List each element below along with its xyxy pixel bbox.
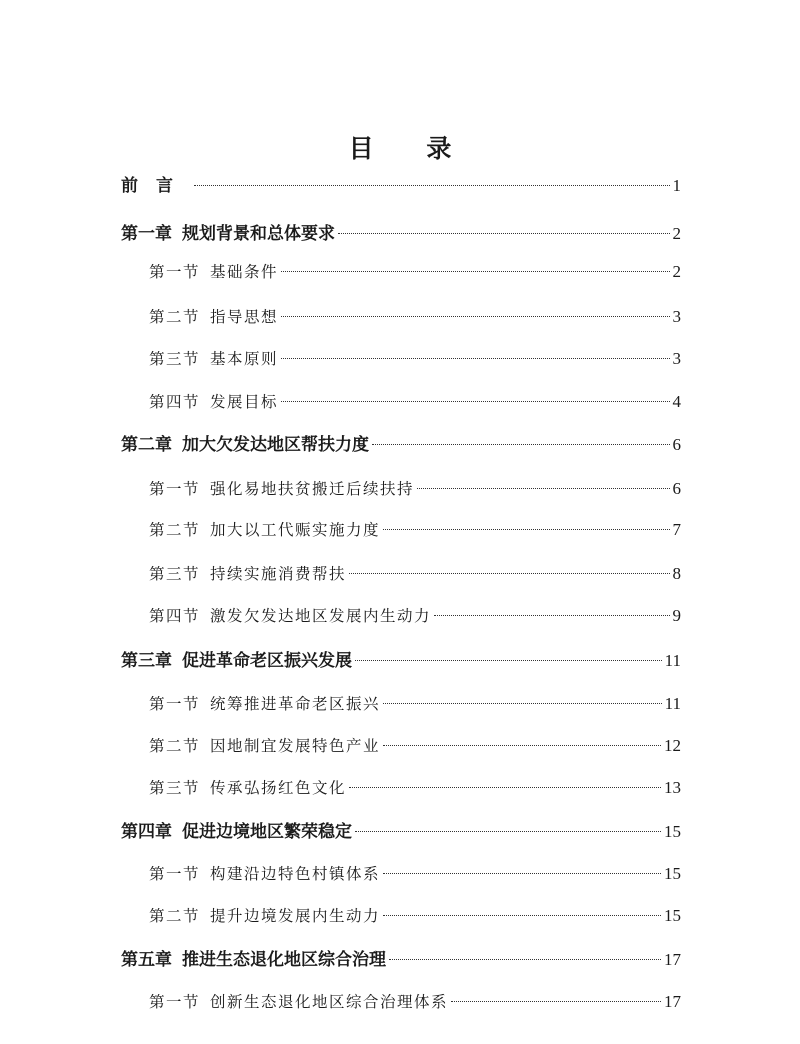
dot-leader [383, 915, 661, 916]
toc-entry-number: 第五章 [121, 950, 172, 970]
toc-entry-number: 第一章 [121, 224, 172, 244]
dot-leader [389, 959, 661, 960]
toc-entry-number: 第一节 [149, 865, 201, 883]
toc-entry-title: 推进生态退化地区综合治理 [182, 950, 386, 970]
toc-entry-title: 激发欠发达地区发展内生动力 [210, 607, 432, 625]
toc-page-number: 3 [672, 307, 681, 326]
toc-entry-title: 规划背景和总体要求 [182, 224, 335, 244]
toc-page-number: 15 [664, 864, 681, 883]
toc-section-entry [149, 516, 681, 544]
toc-page-number: 7 [672, 520, 681, 539]
dot-leader [194, 185, 670, 186]
toc-entry-title: 发展目标 [210, 393, 279, 411]
toc-entry-title: 传承弘扬红色文化 [210, 779, 347, 797]
toc-section-entry [149, 345, 681, 373]
toc-page-number: 6 [672, 479, 681, 498]
toc-page-number: 17 [664, 992, 681, 1011]
toc-entry-title: 持续实施消费帮扶 [210, 565, 347, 583]
toc-entry-number: 第三章 [121, 651, 172, 671]
dot-leader [355, 660, 662, 661]
toc-page-number: 12 [664, 736, 681, 755]
toc-title: 目 录 [348, 134, 474, 163]
toc-entry-title: 统筹推进革命老区振兴 [210, 695, 381, 713]
toc-entry-title: 指导思想 [210, 308, 279, 326]
toc-entry-number: 第一节 [149, 695, 201, 713]
toc-entry-number: 前言 [121, 176, 191, 196]
toc-section-entry [149, 690, 681, 718]
toc-section-entry [149, 303, 681, 331]
toc-section-entry [149, 258, 681, 286]
toc-section-entry [149, 560, 681, 588]
dot-leader [281, 271, 669, 272]
toc-entry-number: 第二节 [149, 737, 201, 755]
toc-entry-title: 构建沿边特色村镇体系 [210, 865, 381, 883]
dot-leader [383, 703, 662, 704]
dot-leader [349, 787, 661, 788]
toc-page-number: 9 [672, 606, 681, 625]
toc-page-number: 13 [664, 778, 681, 797]
dot-leader [383, 873, 661, 874]
toc-chapter-entry [121, 220, 681, 248]
dot-leader [281, 358, 669, 359]
dot-leader [281, 316, 669, 317]
toc-chapter-entry [121, 818, 681, 846]
toc-entry-title: 提升边境发展内生动力 [210, 907, 381, 925]
dot-leader [338, 233, 670, 234]
toc-entry-preface [121, 172, 681, 200]
toc-entry-number: 第二节 [149, 521, 201, 539]
dot-leader [372, 444, 670, 445]
toc-entry-number: 第三节 [149, 350, 201, 368]
toc-section-entry [149, 774, 681, 802]
toc-entry-number: 第一节 [149, 993, 201, 1011]
toc-page-number: 8 [672, 564, 681, 583]
toc-page-number: 11 [664, 651, 681, 670]
toc-entry-title: 因地制宜发展特色产业 [210, 737, 381, 755]
toc-chapter-entry [121, 431, 681, 459]
toc-entry-number: 第二章 [121, 435, 172, 455]
toc-entry-title: 促进边境地区繁荣稳定 [182, 822, 352, 842]
toc-entry-title: 加大以工代赈实施力度 [210, 521, 381, 539]
toc-entry-title: 创新生态退化地区综合治理体系 [210, 993, 449, 1011]
toc-entry-title: 基础条件 [210, 263, 279, 281]
toc-section-entry [149, 732, 681, 760]
dot-leader [355, 831, 661, 832]
toc-page-number: 2 [672, 224, 681, 243]
toc-page-number: 3 [672, 349, 681, 368]
toc-page-number: 11 [664, 694, 681, 713]
toc-entry-title: 强化易地扶贫搬迁后续扶持 [210, 480, 415, 498]
toc-entry-title: 加大欠发达地区帮扶力度 [182, 435, 369, 455]
toc-page-number: 17 [664, 950, 681, 969]
toc-section-entry [149, 602, 681, 630]
toc-page-number: 6 [672, 435, 681, 454]
dot-leader [434, 615, 669, 616]
toc-section-entry [149, 988, 681, 1016]
toc-entry-number: 第四章 [121, 822, 172, 842]
toc-page-number: 15 [664, 822, 681, 841]
toc-entry-number: 第四节 [149, 393, 201, 411]
toc-section-entry [149, 475, 681, 503]
toc-entry-title: 促进革命老区振兴发展 [182, 651, 352, 671]
toc-chapter-entry [121, 946, 681, 974]
toc-page-number: 1 [672, 176, 681, 195]
dot-leader [417, 488, 669, 489]
dot-leader [451, 1001, 661, 1002]
toc-entry-title: 基本原则 [210, 350, 279, 368]
toc-entry-number: 第三节 [149, 779, 201, 797]
dot-leader [281, 401, 669, 402]
toc-section-entry [149, 860, 681, 888]
toc-entry-number: 第二节 [149, 308, 201, 326]
dot-leader [349, 573, 669, 574]
toc-page-number: 2 [672, 262, 681, 281]
dot-leader [383, 529, 669, 530]
toc-entry-number: 第三节 [149, 565, 201, 583]
toc-chapter-entry [121, 647, 681, 675]
toc-page-number: 15 [664, 906, 681, 925]
toc-entry-number: 第一节 [149, 263, 201, 281]
toc-section-entry [149, 388, 681, 416]
toc-section-entry [149, 902, 681, 930]
toc-entry-number: 第一节 [149, 480, 201, 498]
toc-entry-number: 第二节 [149, 907, 201, 925]
toc-entry-number: 第四节 [149, 607, 201, 625]
dot-leader [383, 745, 661, 746]
toc-page-number: 4 [672, 392, 681, 411]
